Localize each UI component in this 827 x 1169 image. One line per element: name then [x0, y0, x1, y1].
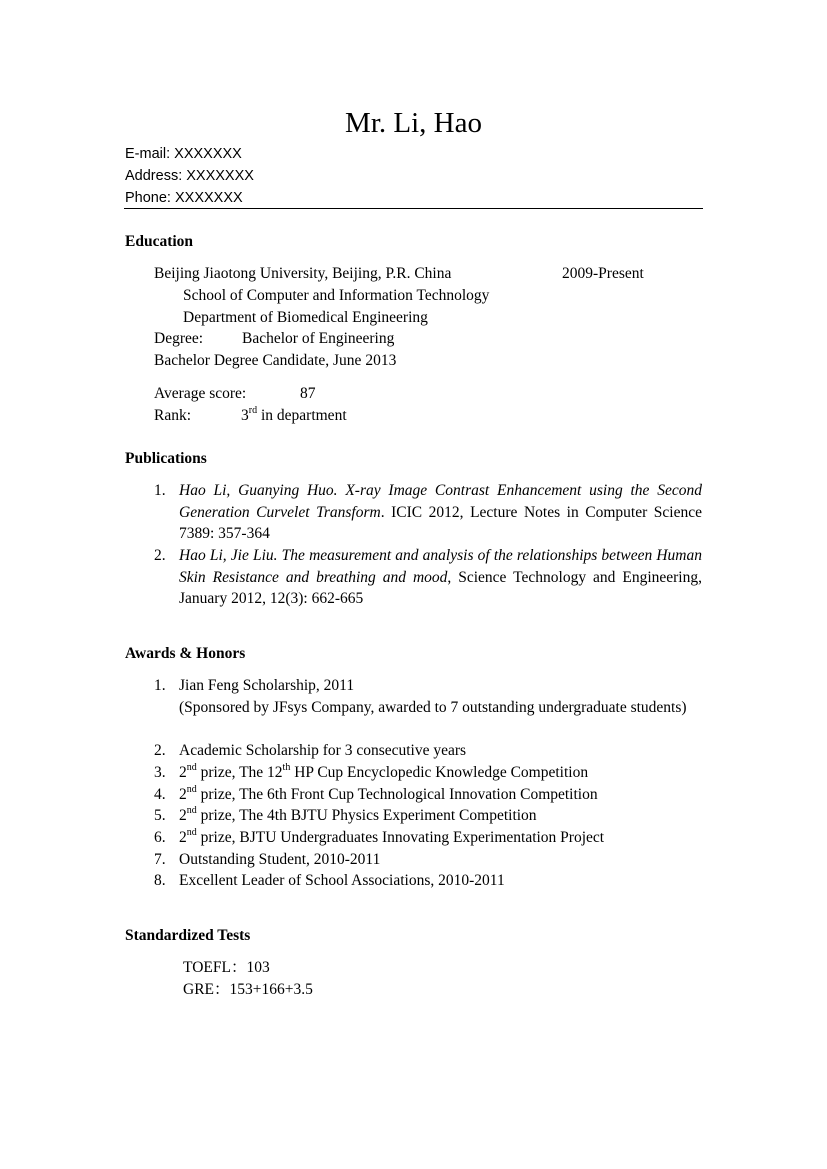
award-number: 6. — [154, 829, 166, 846]
award-number: 3. — [154, 764, 166, 781]
degree-label: Degree: — [154, 330, 204, 347]
phone-line: Phone: XXXXXXX — [125, 190, 243, 206]
award-item: 2nd prize, The 6th Front Cup Technological Innovation Competition — [179, 783, 598, 803]
gre-score: GRE：153+166+3.5 — [183, 981, 313, 998]
award-item: Academic Scholarship for 3 consecutive years — [179, 742, 467, 759]
award-number: 4. — [154, 786, 166, 803]
address-line: Address: XXXXXXX — [125, 168, 254, 184]
education-heading: Education — [125, 233, 194, 250]
education-period: 2009-Present — [562, 265, 644, 282]
person-name: Mr. Li, Hao — [345, 107, 482, 139]
award-number: 1. — [154, 677, 166, 694]
degree-candidate: Bachelor Degree Candidate, June 2013 — [154, 352, 397, 369]
award-number: 7. — [154, 851, 166, 868]
toefl-score: TOEFL：103 — [183, 959, 270, 976]
award-item: 2nd prize, The 12th HP Cup Encyclopedic Knowledge Competition — [179, 761, 589, 781]
publications-heading: Publications — [125, 450, 207, 467]
publication-item: Hao Li, Guanying Huo. X-ray Image Contrast Enhancement using the Second Generation Curvelet Transform. ICIC 2012, Lecture Notes in Computer Science 7389: 357-364 — [179, 482, 702, 543]
award-note: (Sponsored by JFsys Company, awarded to 7 outstanding undergraduate students) — [179, 699, 687, 716]
award-item: 2nd prize, The 4th BJTU Physics Experiment Competition — [179, 804, 537, 824]
school-name: School of Computer and Information Technology — [183, 287, 490, 304]
rank-label: Rank: — [154, 407, 192, 424]
score-value: 87 — [300, 385, 316, 402]
degree-value: Bachelor of Engineering — [242, 330, 395, 347]
university: Beijing Jiaotong University, Beijing, P.R. China — [154, 265, 452, 282]
header-divider — [124, 208, 703, 209]
department-name: Department of Biomedical Engineering — [183, 309, 428, 326]
award-item: Jian Feng Scholarship, 2011 — [179, 677, 355, 694]
award-number: 8. — [154, 872, 166, 889]
award-number: 5. — [154, 807, 166, 824]
tests-heading: Standardized Tests — [125, 927, 251, 944]
award-number: 2. — [154, 742, 166, 759]
score-label: Average score: — [154, 385, 247, 402]
publication-item: Hao Li, Jie Liu. The measurement and analysis of the relationships between Human Skin Resistance and breathing and mood, Science Technology and Engineering, January 2012, 12(3): 662-665 — [179, 547, 702, 608]
awards-heading: Awards & Honors — [125, 645, 246, 662]
award-item: 2nd prize, BJTU Undergraduates Innovating Experimentation Project — [179, 826, 605, 846]
publication-number: 1. — [154, 482, 166, 499]
award-item: Outstanding Student, 2010-2011 — [179, 851, 381, 868]
email-line: E-mail: XXXXXXX — [125, 146, 242, 162]
rank-value: 3rd in department — [241, 404, 347, 424]
award-item: Excellent Leader of School Associations, 2010-2011 — [179, 872, 505, 889]
publication-number: 2. — [154, 547, 166, 564]
